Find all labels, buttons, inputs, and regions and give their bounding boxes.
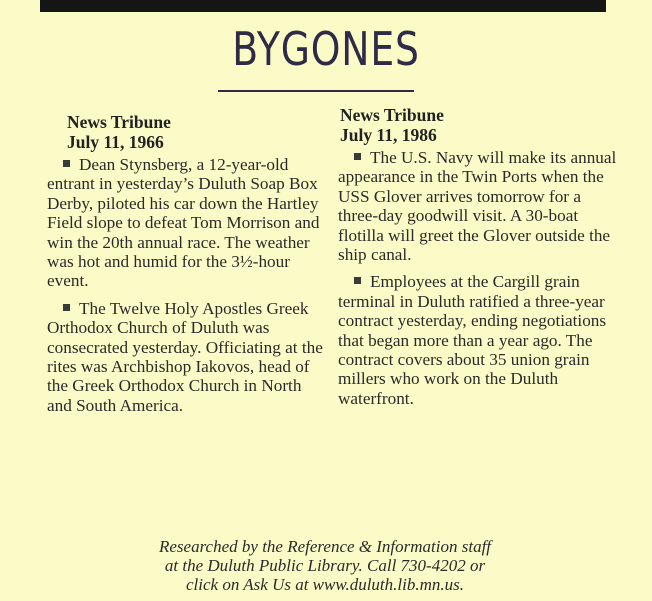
- news-item-text: Employees at the Cargill grain terminal in Duluth ratified a three-year contract yesterday, ending negotiations that began more than a year ago. The contract covers about 35 union grain millers who work on the Duluth waterfront.: [338, 272, 607, 408]
- news-item: [338, 272, 618, 408]
- square-bullet-icon: [354, 277, 361, 284]
- column-source: News Tribune: [67, 112, 171, 132]
- news-item: [47, 155, 330, 291]
- news-item-text: Dean Stynsberg, a 12-year-old entrant in yesterday’s Duluth Soap Box Derby, piloted his car down the Hartley Field slope to defeat Tom Morrison and win the 20th annual race. The weather was hot and humid for the 3½-hour event.: [47, 155, 320, 291]
- column-1986: [338, 105, 618, 416]
- news-item-text: The Twelve Holy Apostles Greek Orthodox Church of Duluth was consecrated yesterday. Officiating at the rites was Archbishop Iakovos, head of the Greek Orthodox Church in North and South America.: [47, 298, 323, 415]
- square-bullet-icon: [63, 304, 70, 311]
- news-item: [47, 299, 330, 415]
- news-item: [338, 148, 618, 264]
- square-bullet-icon: [63, 160, 70, 167]
- news-item-text: The U.S. Navy will make its annual appearance in the Twin Ports when the USS Glover arrives tomorrow for a three-day goodwill visit. A 30-boat flotilla will greet the Glover outside the ship canal.: [338, 148, 617, 265]
- footer-line: click on Ask Us at www.duluth.lib.mn.us.: [186, 575, 464, 594]
- page-title: BYGONES: [232, 22, 420, 76]
- square-bullet-icon: [354, 153, 361, 160]
- title-underline: [218, 90, 414, 92]
- column-date: July 11, 1986: [340, 125, 437, 145]
- column-date: July 11, 1966: [67, 132, 164, 152]
- footer-line: Researched by the Reference & Information staff: [158, 537, 492, 556]
- column-1966: [47, 112, 330, 423]
- footer-credit: [80, 537, 570, 594]
- footer-line: at the Duluth Public Library. Call 730-4202 or: [164, 556, 486, 575]
- top-rule: [40, 0, 606, 12]
- column-source: News Tribune: [340, 105, 444, 125]
